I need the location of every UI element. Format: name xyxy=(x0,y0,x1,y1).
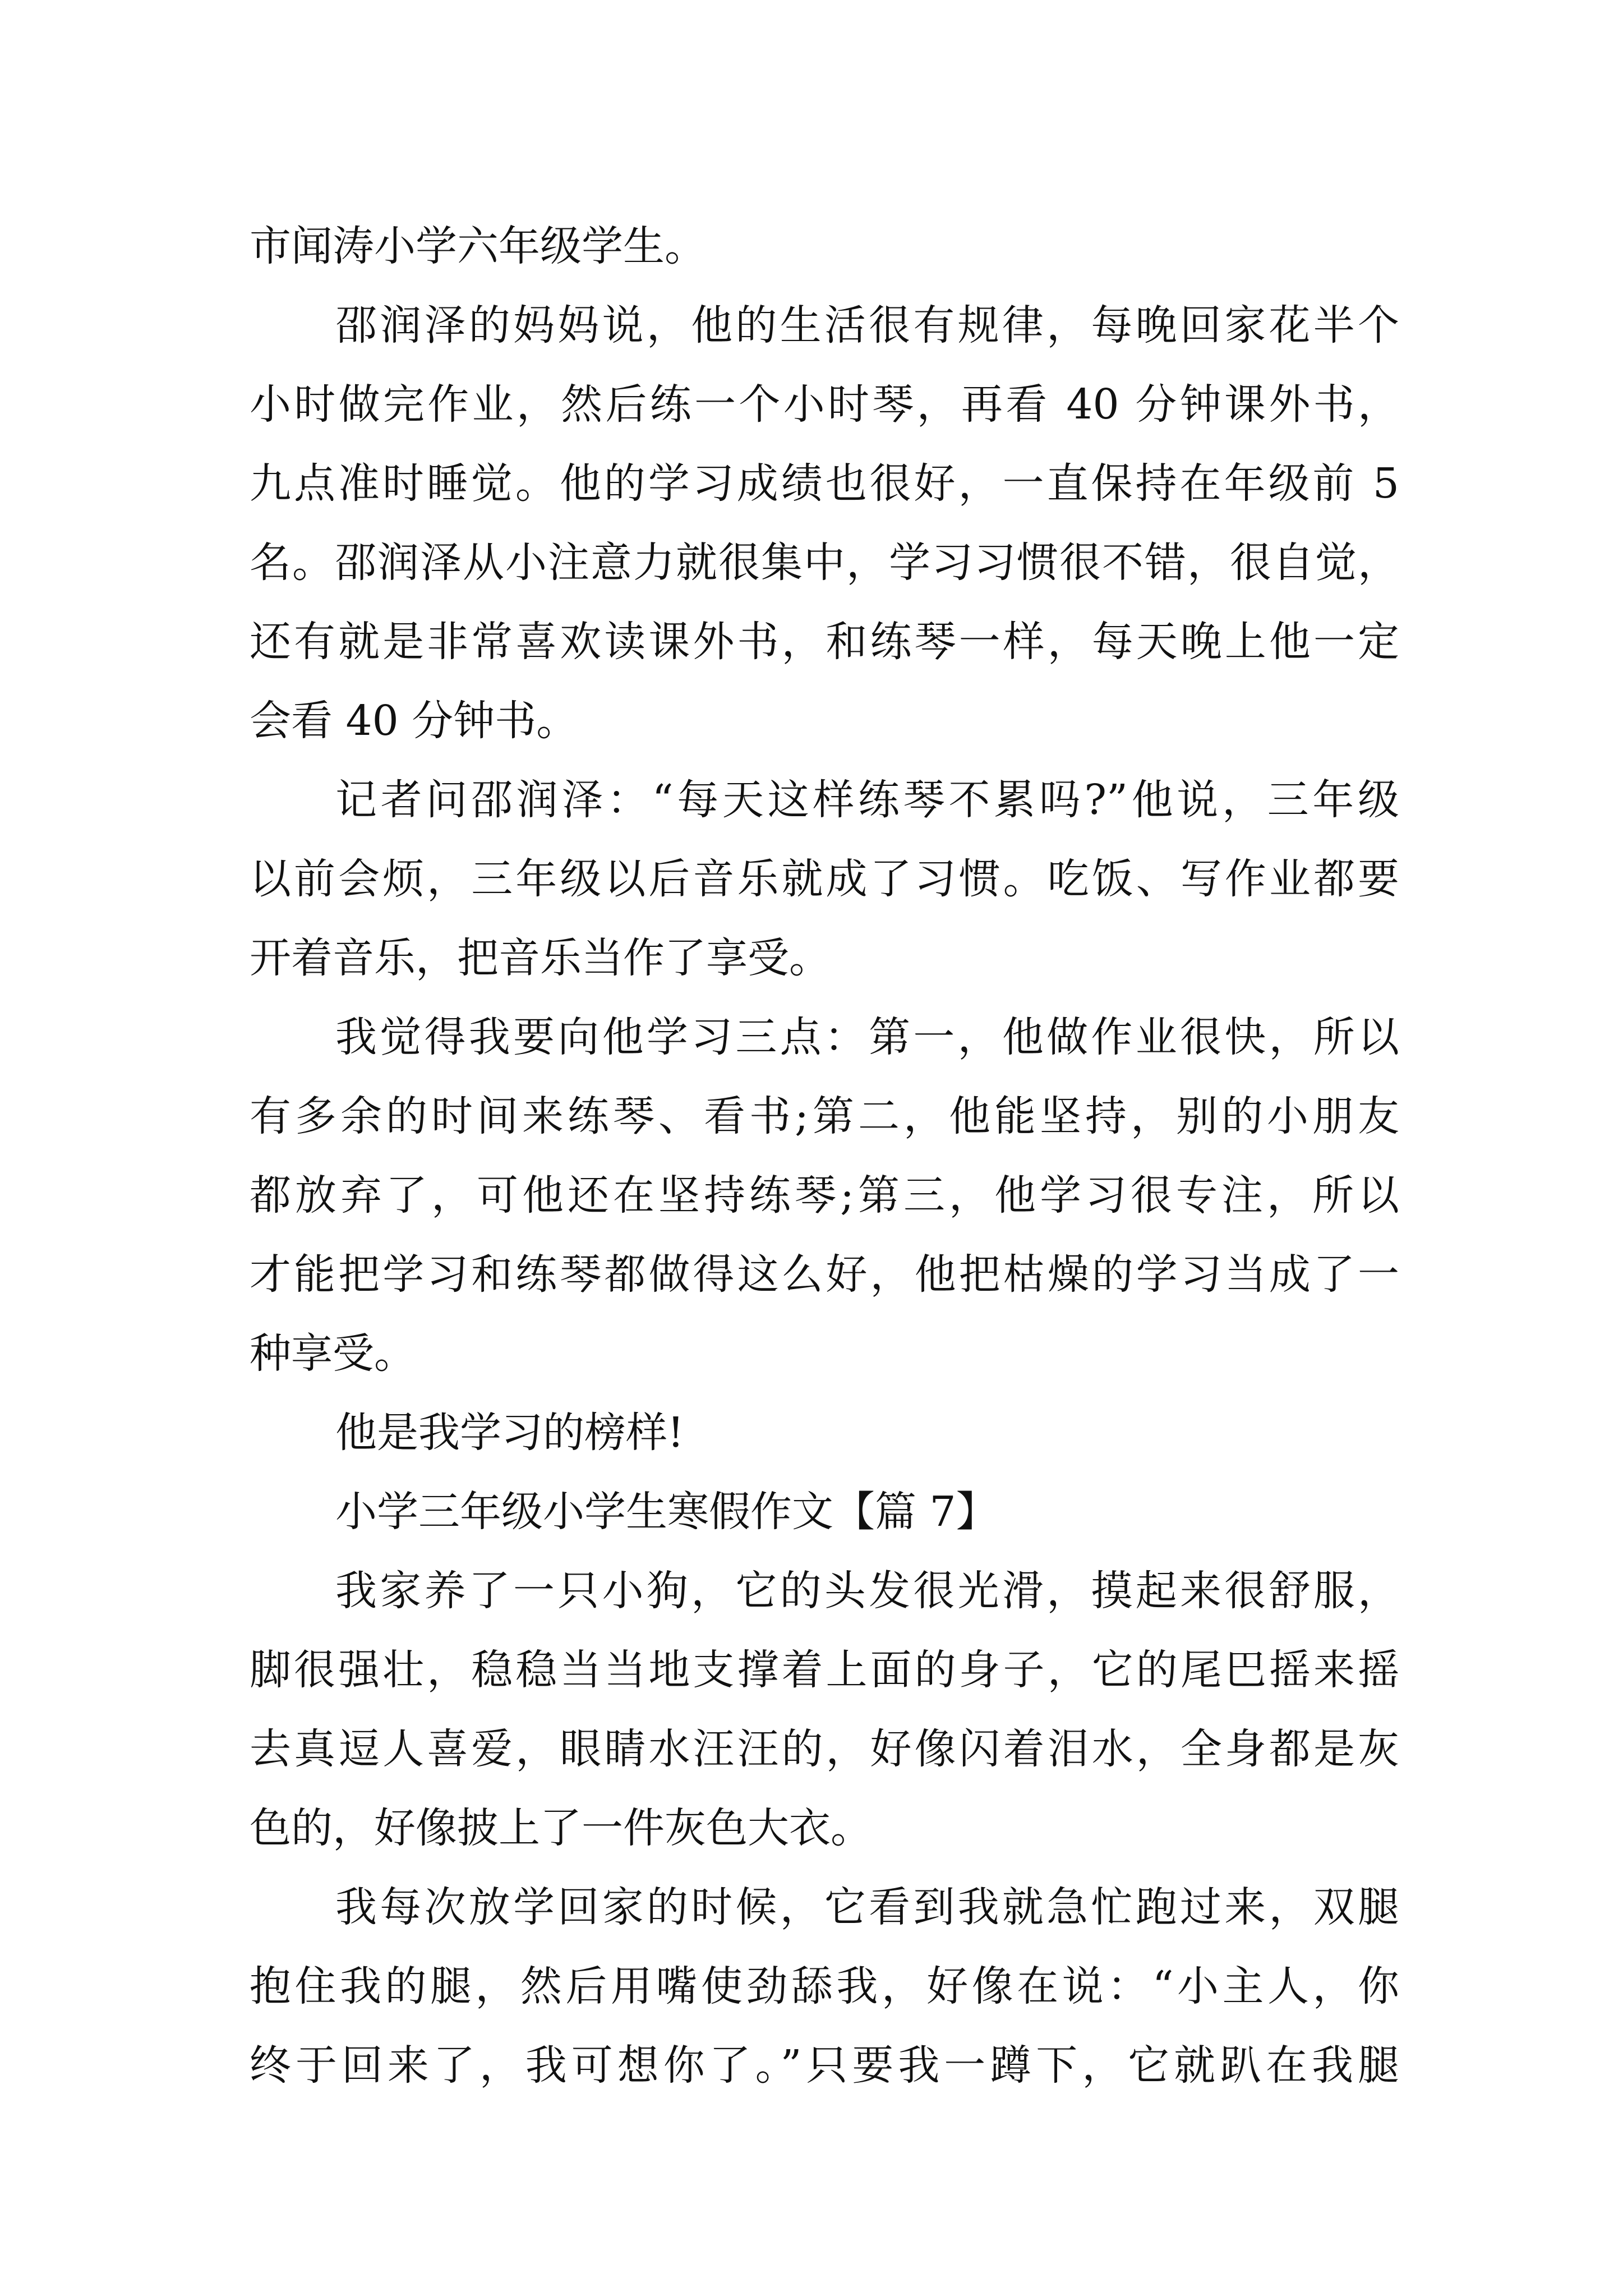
text-line-13: 都放弃了，可他还在坚持练琴;第三，他学习很专注，所以 xyxy=(250,1171,1399,1220)
text-line-12: 有多余的时间来练琴、看书;第二，他能坚持，别的小朋友 xyxy=(250,1092,1399,1140)
text-line-7: 会看 40 分钟书。 xyxy=(250,697,578,745)
text-line-21: 色的，好像披上了一件灰色大衣。 xyxy=(250,1804,872,1852)
text-line-20: 去真逗人喜爱，眼睛水汪汪的，好像闪着泪水，全身都是灰 xyxy=(250,1725,1399,1773)
text-line-1: 市闻涛小学六年级学生。 xyxy=(250,222,706,270)
text-line-24: 终于回来了，我可想你了。”只要我一蹲下，它就趴在我腿 xyxy=(250,2041,1399,2090)
text-line-10: 开着音乐，把音乐当作了享受。 xyxy=(250,934,831,982)
text-line-8: 记者问邵润泽：“每天这样练琴不累吗?”他说，三年级 xyxy=(335,776,1399,824)
text-line-14: 才能把学习和练琴都做得这么好，他把枯燥的学习当成了一 xyxy=(250,1250,1399,1299)
text-line-4: 九点准时睡觉。他的学习成绩也很好，一直保持在年级前 5 xyxy=(250,459,1399,508)
text-line-6: 还有就是非常喜欢读课外书，和练琴一样，每天晚上他一定 xyxy=(250,618,1399,666)
text-line-19: 脚很强壮，稳稳当当地支撑着上面的身子，它的尾巴摇来摇 xyxy=(250,1646,1399,1694)
text-line-15: 种享受。 xyxy=(250,1329,416,1378)
text-line-3: 小时做完作业，然后练一个小时琴，再看 40 分钟课外书， xyxy=(250,380,1399,429)
text-line-23: 抱住我的腿，然后用嘴使劲舔我，好像在说：“小主人，你 xyxy=(250,1962,1399,2010)
text-line-2: 邵润泽的妈妈说，他的生活很有规律，每晚回家花半个 xyxy=(335,301,1399,349)
text-line-18: 我家养了一只小狗，它的头发很光滑，摸起来很舒服， xyxy=(335,1567,1399,1615)
text-line-5: 名。邵润泽从小注意力就很集中，学习习惯很不错，很自觉， xyxy=(250,539,1399,587)
text-line-22: 我每次放学回家的时候，它看到我就急忙跑过来，双腿 xyxy=(335,1883,1399,1931)
text-line-16: 他是我学习的榜样! xyxy=(335,1409,684,1457)
text-line-11: 我觉得我要向他学习三点：第一，他做作业很快，所以 xyxy=(335,1013,1399,1061)
text-line-9: 以前会烦，三年级以后音乐就成了习惯。吃饭、写作业都要 xyxy=(250,855,1399,903)
section-heading: 小学三年级小学生寒假作文【篇 7】 xyxy=(335,1488,998,1536)
